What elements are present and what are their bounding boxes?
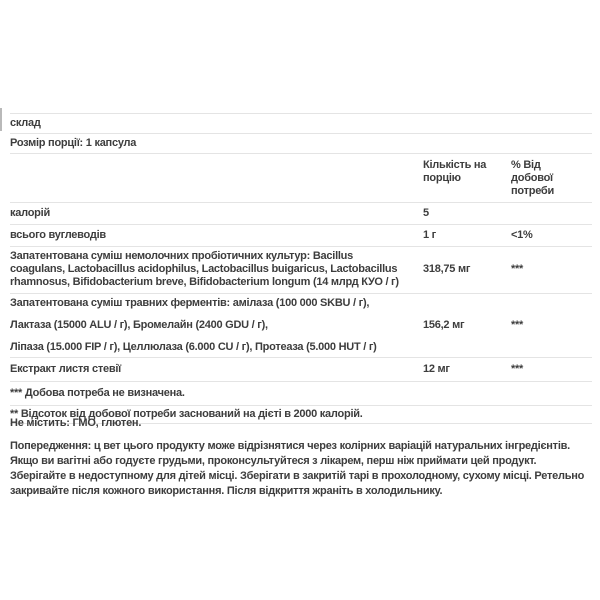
- table-left-border-fragment: [0, 108, 2, 131]
- does-not-contain-text: Не містить: ГМО, глютен.: [10, 417, 142, 429]
- enzyme-line: Ліпаза (15.000 FIP / г), Целлюлаза (6.000 CU / г), Протеаза (5.000 HUT / г): [10, 341, 377, 353]
- dv-cell: ***: [511, 263, 524, 275]
- product-notes-footer: [10, 416, 592, 499]
- row-label: калорій: [10, 207, 50, 219]
- table-row-footnote: [10, 381, 592, 405]
- amount-cell: 5: [423, 207, 429, 219]
- table-row-probiotic-blend: [10, 246, 592, 293]
- section-title: склад: [10, 117, 41, 129]
- dv-cell: <1%: [511, 229, 533, 241]
- table-row-total-carbs: [10, 224, 592, 246]
- table-header-row: [10, 153, 592, 202]
- serving-size-text: Розмір порції: 1 капсула: [10, 137, 137, 149]
- table-row-section-title: [10, 113, 592, 133]
- enzyme-line: Запатентована суміш травних ферментів: амілаза (100 000 SKBU / г),: [10, 297, 370, 309]
- column-header-daily-value: % Від добової потреби: [511, 159, 554, 197]
- row-label: [10, 297, 423, 354]
- enzyme-line: Лактаза (15000 ALU / г), Бромелайн (2400 GDU / г),: [10, 319, 268, 331]
- row-label: Запатентована суміш немолочних пробіотичних культур: Bacillus coagulans, Lactobacillus acidophilus, Lactobacillus buigaricus, Lactobacillus rhamnosus, Bifidobacterium breve, Bifidobacterium longum (14 млрд КУО / г): [10, 250, 399, 288]
- amount-cell: 1 г: [423, 229, 437, 241]
- warning-text: Попередження: ц вет цього продукту може відрізнятися через колірних варіацій натуральних інгредієнтів. Якщо ви вагітні або годуєте грудьми, проконсультуйтеся з лікарем, перш ніж приймати цей продукт. Зберігайте в недоступному для дітей місці. Зберігати в закритій тарі в прохолодному, сухому місці. Ретельно закривайте після кожного використання. Після відкриття жраніть в холодильнику.: [10, 440, 587, 497]
- nutrition-facts-table: [10, 113, 592, 424]
- footnote-text: *** Добова потреба не визначена.: [10, 387, 185, 399]
- table-row-enzyme-blend: [10, 293, 592, 357]
- row-label: Екстракт листя стевії: [10, 363, 122, 375]
- table-row-serving-size: [10, 133, 592, 153]
- amount-cell: 12 мг: [423, 363, 450, 375]
- table-row-stevia-extract: [10, 357, 592, 381]
- table-row-calories: [10, 202, 592, 224]
- amount-cell: 156,2 мг: [423, 319, 465, 331]
- dv-cell: ***: [511, 363, 524, 375]
- amount-cell: 318,75 мг: [423, 263, 471, 275]
- row-label: всього вуглеводів: [10, 229, 106, 241]
- dv-cell: ***: [511, 319, 524, 331]
- footnote-text: ** Відсоток від добової потреби заснований на дієті в 2000 калорій.: [10, 408, 363, 420]
- column-header-amount: Кількість на порцію: [423, 159, 487, 184]
